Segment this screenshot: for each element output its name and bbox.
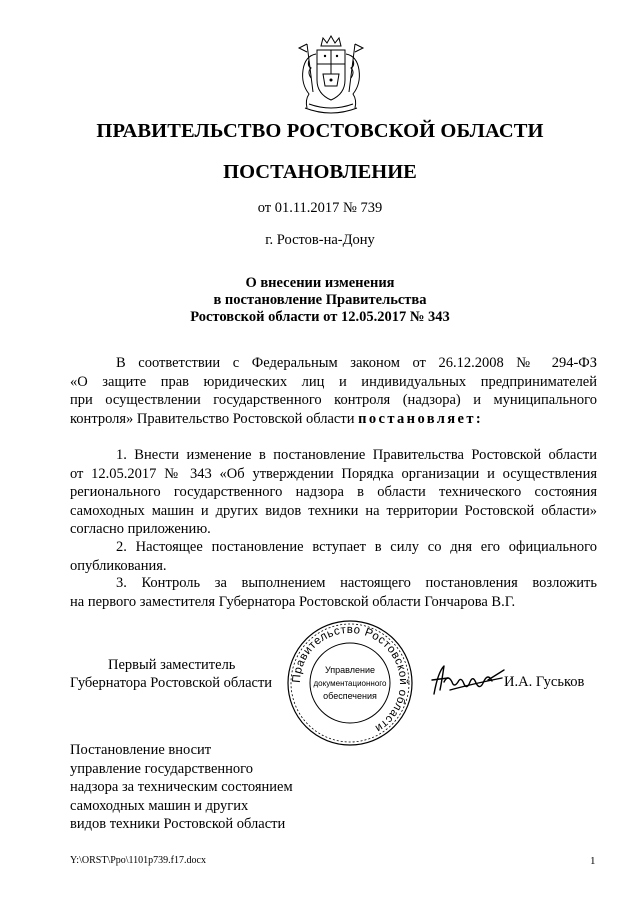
item-line: опубликования. (70, 557, 167, 574)
seal-inner-line: Управление (324, 665, 376, 675)
submitted-by-note (70, 741, 293, 834)
seal-inner-line: документационного (313, 679, 387, 688)
item-line: самоходных машин и других видов техники на территории Ростовской области» (70, 502, 597, 519)
item-line: от 12.05.2017 № 343 «Об утверждении Порядка организации и осуществления (70, 465, 597, 482)
item-1-paragraph (70, 446, 597, 539)
handwritten-signature-icon (428, 660, 506, 702)
preamble-line: «О защите прав юридических лиц и индивидуальных предпринимателей (70, 373, 597, 390)
page-number: 1 (590, 855, 596, 867)
city: г. Ростов-на-Дону (265, 232, 375, 248)
official-stamp-icon (285, 618, 415, 748)
decree-word: постановляет: (358, 410, 484, 427)
preamble-last-text: контроля» Правительство Ростовской области (70, 410, 359, 427)
preamble-line: при осуществлении государственного контроля (надзора) и муниципального (70, 392, 597, 408)
item-line: 3. Контроль за выполнением настоящего постановления возложить (116, 575, 597, 591)
preamble-paragraph (70, 354, 597, 428)
coat-of-arms-icon (295, 34, 367, 120)
organization-title: ПРАВИТЕЛЬСТВО РОСТОВСКОЙ ОБЛАСТИ (96, 120, 544, 142)
date-number: от 01.11.2017 № 739 (257, 200, 383, 216)
item-line: 1. Внести изменение в постановление Правительства Ростовской области (116, 447, 597, 463)
item-line: согласно приложению. (70, 521, 211, 537)
subject-line: О внесении изменения (245, 275, 395, 291)
note-line: надзора за техническим состоянием (70, 779, 293, 795)
item-line: 2. Настоящее постановление вступает в силу со дня его официального (116, 539, 597, 555)
item-line: на первого заместителя Губернатора Ростовской области Гончарова В.Г. (70, 593, 516, 610)
file-path: Y:\ORST\Ppo\1101p739.f17.docx (70, 855, 206, 866)
preamble-line (70, 410, 597, 429)
signer-title (70, 656, 272, 692)
preamble-line: В соответствии с Федеральным законом от 26.12.2008 № 294-ФЗ (116, 355, 597, 371)
note-line: управление государственного (70, 760, 254, 777)
item-3-paragraph (70, 574, 597, 611)
item-line: регионального государственного надзора в области технического состояния (70, 484, 597, 500)
note-line: Постановление вносит (70, 742, 212, 758)
document-subject (0, 275, 640, 326)
note-line: видов техники Ростовской области (70, 816, 286, 832)
subject-line: в постановление Правительства (213, 292, 427, 308)
seal-ring-text: Правительство Ростовской области (290, 623, 410, 735)
document-type: ПОСТАНОВЛЕНИЕ (223, 161, 417, 183)
subject-line: Ростовской области от 12.05.2017 № 343 (190, 309, 450, 325)
signer-title-line: Первый заместитель (108, 657, 236, 673)
signer-title-line: Губернатора Ростовской области (70, 675, 273, 691)
seal-inner-line: обеспечения (323, 691, 377, 701)
note-line: самоходных машин и других (70, 797, 249, 814)
signer-name: И.А. Гуськов (504, 674, 585, 690)
item-2-paragraph (70, 538, 597, 575)
